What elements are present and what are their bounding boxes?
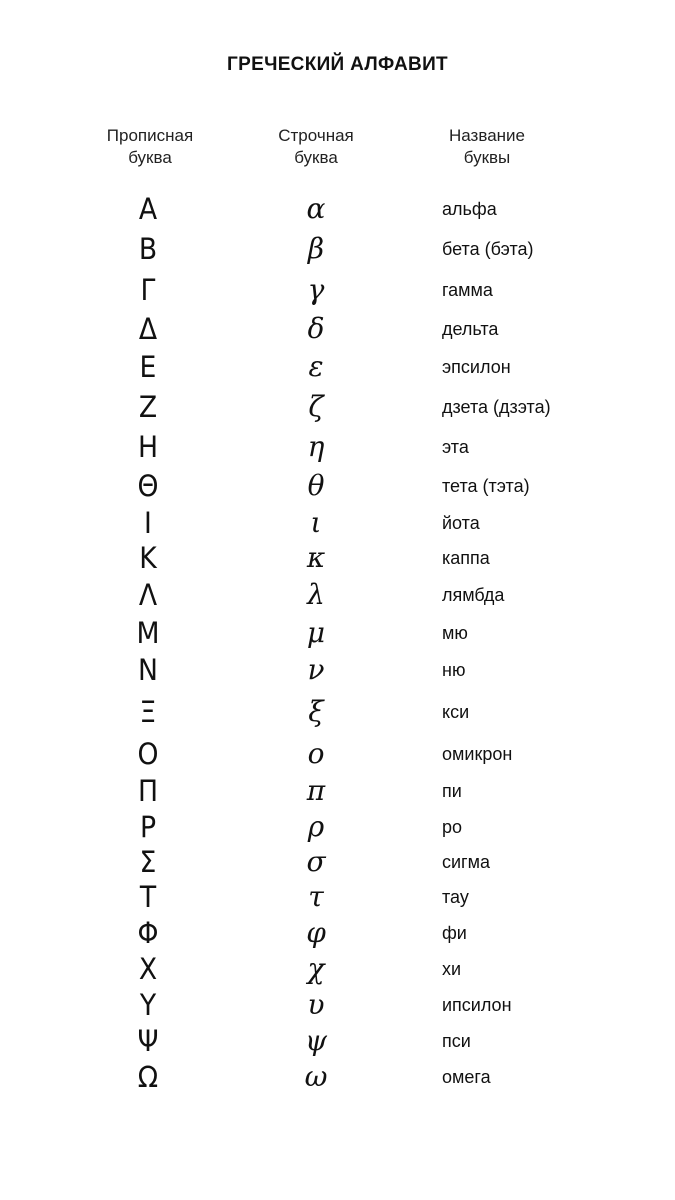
letter-name: эпсилон bbox=[442, 357, 511, 377]
uppercase-letter: Ω bbox=[137, 1060, 159, 1094]
uppercase-letter: Φ bbox=[137, 916, 159, 950]
uppercase-letter: Ο bbox=[137, 737, 159, 771]
lowercase-letter: κ bbox=[306, 541, 326, 574]
uppercase-letter: Δ bbox=[138, 312, 158, 346]
lowercase-letter: ζ bbox=[308, 390, 324, 423]
letter-name: пи bbox=[442, 781, 462, 801]
letter-row bbox=[0, 577, 675, 613]
uppercase-letter: Α bbox=[138, 192, 158, 226]
lowercase-letter: δ bbox=[307, 312, 325, 345]
uppercase-letter: Γ bbox=[140, 273, 156, 307]
letter-name: альфа bbox=[442, 199, 497, 219]
header-lowercase: Строчная буква bbox=[278, 126, 354, 167]
letter-name: тета (тэта) bbox=[442, 476, 530, 496]
lowercase-letter: ο bbox=[307, 737, 325, 770]
letter-name: сигма bbox=[442, 852, 491, 872]
lowercase-letter: υ bbox=[307, 988, 325, 1021]
letter-name: эта bbox=[442, 437, 469, 457]
letter-name: бета (бэта) bbox=[442, 239, 534, 259]
letter-row bbox=[0, 1059, 675, 1095]
letter-row bbox=[0, 615, 675, 651]
lowercase-letter: σ bbox=[306, 845, 326, 878]
uppercase-letter: Ζ bbox=[138, 390, 158, 424]
uppercase-letter: Θ bbox=[137, 469, 159, 503]
uppercase-letter: Σ bbox=[139, 845, 157, 879]
letter-row bbox=[0, 231, 675, 267]
letter-row bbox=[0, 652, 675, 688]
letter-name: фи bbox=[442, 923, 467, 943]
uppercase-letter: Λ bbox=[138, 578, 158, 612]
lowercase-letter: ψ bbox=[305, 1024, 327, 1057]
uppercase-letter: Β bbox=[138, 232, 158, 266]
uppercase-letter: Χ bbox=[138, 952, 158, 986]
lowercase-letter: ι bbox=[310, 506, 322, 539]
letter-name: гамма bbox=[442, 280, 493, 300]
letter-name: ипсилон bbox=[442, 995, 512, 1015]
letter-name: мю bbox=[442, 623, 468, 643]
letter-name: дзета (дзэта) bbox=[442, 397, 551, 417]
lowercase-letter: τ bbox=[308, 880, 324, 913]
letter-row bbox=[0, 773, 675, 809]
letter-name: ню bbox=[442, 660, 466, 680]
letter-name: дельта bbox=[442, 319, 499, 339]
lowercase-letter: χ bbox=[307, 952, 325, 985]
letter-row bbox=[0, 809, 675, 845]
letter-row bbox=[0, 879, 675, 915]
letter-row bbox=[0, 311, 675, 347]
lowercase-letter: η bbox=[307, 430, 325, 463]
uppercase-letter: Ε bbox=[139, 350, 157, 384]
uppercase-letter: Ν bbox=[138, 653, 158, 687]
uppercase-letter: Υ bbox=[139, 988, 157, 1022]
lowercase-letter: λ bbox=[307, 578, 325, 611]
letter-name: лямбда bbox=[442, 585, 505, 605]
page-title: ГРЕЧЕСКИЙ АЛФАВИТ bbox=[227, 54, 448, 75]
uppercase-letter: Κ bbox=[139, 541, 157, 575]
lowercase-letter: θ bbox=[307, 469, 325, 502]
lowercase-letter: φ bbox=[306, 916, 326, 949]
letter-name: пси bbox=[442, 1031, 471, 1051]
letter-name: каппа bbox=[442, 548, 490, 568]
letter-row bbox=[0, 429, 675, 465]
uppercase-letter: Ψ bbox=[137, 1024, 159, 1058]
letter-row bbox=[0, 736, 675, 772]
letter-row bbox=[0, 389, 675, 425]
letter-row bbox=[0, 540, 675, 576]
uppercase-letter: Ξ bbox=[139, 695, 157, 729]
lowercase-letter: ε bbox=[308, 350, 324, 383]
letter-name: кси bbox=[442, 702, 470, 722]
header-letter-name: Название буквы bbox=[449, 126, 525, 167]
letter-name: ро bbox=[442, 817, 463, 837]
letter-row bbox=[0, 915, 675, 951]
letter-row bbox=[0, 987, 675, 1023]
letter-row bbox=[0, 272, 675, 308]
uppercase-letter: Τ bbox=[139, 880, 157, 914]
letter-row bbox=[0, 349, 675, 385]
lowercase-letter: ξ bbox=[308, 695, 324, 728]
letter-row bbox=[0, 468, 675, 504]
lowercase-letter: ω bbox=[304, 1060, 328, 1093]
lowercase-letter: α bbox=[306, 192, 326, 225]
lowercase-letter: ρ bbox=[307, 810, 325, 843]
letter-name: омега bbox=[442, 1067, 491, 1087]
letter-row bbox=[0, 844, 675, 880]
uppercase-letter: Ι bbox=[144, 506, 152, 540]
lowercase-letter: β bbox=[307, 232, 325, 265]
letter-name: тау bbox=[442, 887, 469, 907]
uppercase-letter: Ρ bbox=[139, 810, 157, 844]
letter-name: йота bbox=[442, 513, 480, 533]
lowercase-letter: μ bbox=[306, 616, 326, 649]
lowercase-letter: π bbox=[306, 774, 326, 807]
letter-row bbox=[0, 694, 675, 730]
letter-row bbox=[0, 1023, 675, 1059]
lowercase-letter: ν bbox=[307, 653, 325, 686]
letter-row bbox=[0, 191, 675, 227]
lowercase-letter: γ bbox=[307, 273, 325, 306]
letter-row bbox=[0, 951, 675, 987]
letter-row bbox=[0, 505, 675, 541]
uppercase-letter: Η bbox=[137, 430, 159, 464]
header-uppercase: Прописная буква bbox=[106, 126, 194, 167]
letter-name: хи bbox=[442, 959, 462, 979]
uppercase-letter: Π bbox=[137, 774, 159, 808]
uppercase-letter: Μ bbox=[136, 616, 160, 650]
letter-name: омикрон bbox=[442, 744, 513, 764]
